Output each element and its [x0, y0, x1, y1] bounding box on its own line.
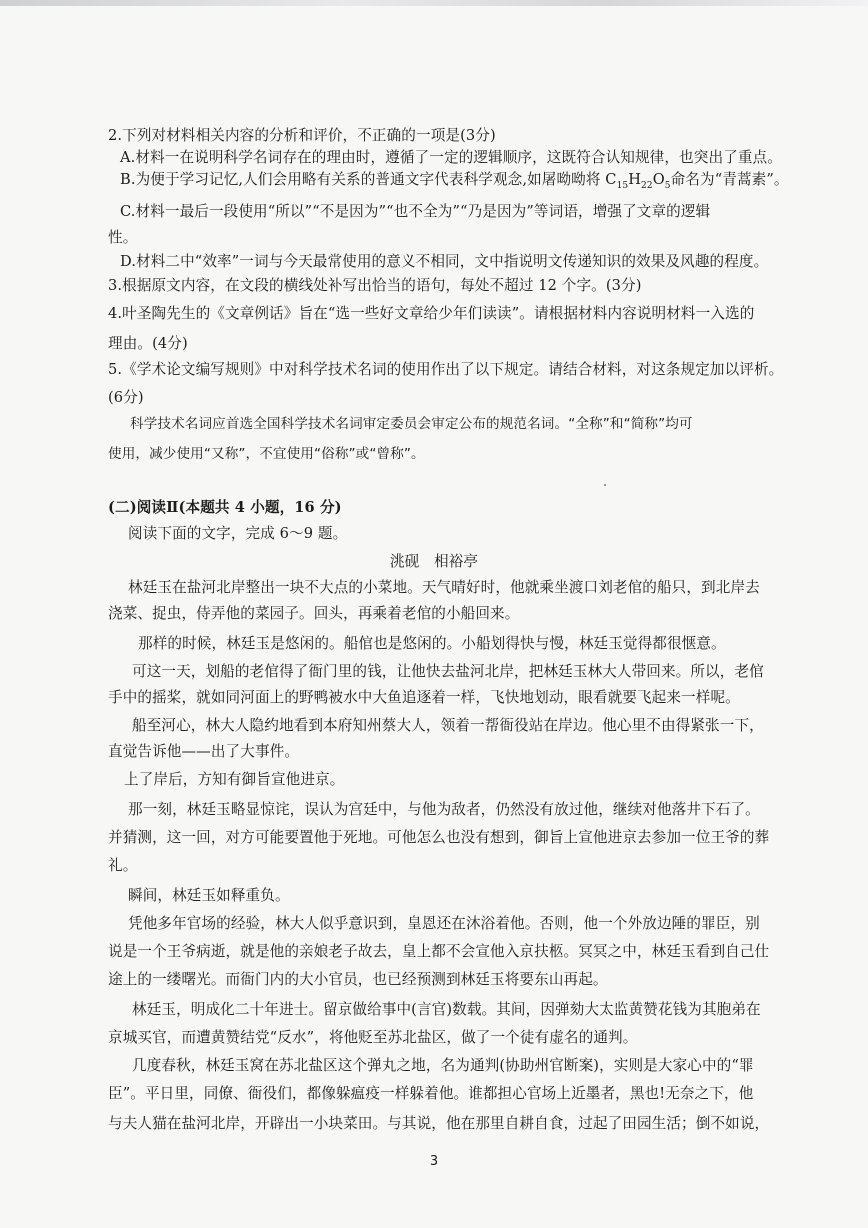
story-p10-line3: 与夫人猫在盐河北岸，开辟出一小块菜田。与其说，他在那里自耕自食，过起了田园生活；倒不如说，: [108, 1115, 770, 1132]
question-2-stem: 2.下列对材料相关内容的分析和评价，不正确的一项是(3分): [108, 127, 496, 144]
story-p10-line2: 臣”。平日里，同僚、衙役们，都像躲瘟疫一样躲着他。谁都担心官场上近墨者，黑也!无奈之下，他: [108, 1085, 754, 1102]
question-2-option-b: B.为便于学习记忆,人们会用略有关系的普通文字代表科学观念,如屠呦呦将 $C_{15}H_{22}O_5$命名为“青蒿素”。: [120, 171, 789, 191]
question-5-line1: 5.《学术论文编写规则》中对科学技术名词的使用作出了以下规定。请结合材料，对这条规定加以评析。: [108, 361, 784, 378]
story-p9-line1: 林廷玉，明成化二十年进士。留京做给事中(言官)数载。其间，因弹劾大太监黄赞花钱为其胞弟在: [132, 1001, 761, 1018]
question-4-line1: 4.叶圣陶先生的《文章例话》旨在“选一些好文章给少年们读读”。请根据材料内容说明材料一入选的: [108, 305, 755, 322]
page-number: 3: [429, 1154, 439, 1169]
story-p6-line3: 礼。: [108, 857, 138, 874]
story-p4-line1: 船至河心，林大人隐约地看到本府知州蔡大人，领着一帮衙役站在岸边。他心里不由得紧张一下，: [132, 717, 764, 734]
question-3: 3.根据原文内容，在文段的横线处补写出恰当的语句，每处不超过 12 个字。(3分): [108, 277, 642, 294]
story-p5: 上了岸后，方知有御旨宣他进京。: [124, 771, 345, 788]
story-p6-line1: 那一刻，林廷玉略显惊诧，误认为宫廷中，与他为敌者，仍然没有放过他，继续对他落井下石了。: [128, 801, 760, 818]
question-2-option-a: A.材料一在说明科学名词存在的理由时，遵循了一定的逻辑顺序，这既符合认知规律，也突出了重点。: [120, 149, 782, 166]
story-p2: 那样的时候，林廷玉是悠闲的。船倌也是悠闲的。小船划得快与慢，林廷玉觉得都很惬意。: [138, 635, 726, 652]
scan-speck: [604, 484, 606, 486]
question-5-line2: (6分): [108, 389, 144, 406]
story-p4-line2: 直觉告诉他——出了大事件。: [108, 743, 300, 760]
story-p1-line1: 林廷玉在盐河北岸整出一块不大点的小菜地。天气晴好时，他就乘坐渡口刘老倌的船只，到北岸去: [128, 579, 760, 596]
question-2-option-c-line2: 性。: [108, 229, 138, 246]
story-p3-line1: 可这一天，划船的老倌得了衙门里的钱，让他快去盐河北岸，把林廷玉林大人带回来。所以，老倌: [132, 663, 764, 680]
story-p6-line2: 并猜测，这一回，对方可能要置他于死地。可他怎么也没有想到，御旨上宣他进京去参加一位王爷的葬: [108, 829, 770, 846]
story-p8-line3: 途上的一缕曙光。而衙门内的大小官员，也已经预测到林廷玉将要东山再起。: [108, 971, 608, 988]
question-4-line2: 理由。(4分): [108, 335, 188, 352]
story-p8-line2: 说是一个王爷病逝，就是他的亲娘老子故去，皇上都不会宣他入京扶柩。冥冥之中，林廷玉看到自己仕: [108, 943, 770, 960]
section-2-instruction: 阅读下面的文字，完成 6～9 题。: [128, 525, 348, 542]
story-p3-line2: 手中的摇桨，就如同河面上的野鸭被水中大鱼追逐着一样，飞快地划动，眼看就要飞起来一样呢。: [108, 689, 740, 706]
question-2-option-d: D.材料二中“效率”一词与今天最常使用的意义不相同，文中指说明文传递知识的效果及风趣的程度。: [120, 253, 769, 270]
question-5-quote-line1: 科学技术名词应首选全国科学技术名词审定委员会审定公布的规范名词。“全称”和“简称”均可: [130, 416, 693, 432]
section-2-heading: (二)阅读Ⅱ(本题共 4 小题，16 分): [108, 499, 342, 516]
story-p9-line2: 京城买官，而遭黄赞结党“反水”，将他贬至苏北盐区，做了一个徒有虚名的通判。: [108, 1029, 638, 1046]
story-p8-line1: 凭他多年官场的经验，林大人似乎意识到，皇恩还在沐浴着他。否则，他一个外放边陲的罪臣，别: [128, 915, 760, 932]
question-2-option-c-line1: C.材料一最后一段使用“所以”“不是因为”“也不全为”“乃是因为”等词语，增强了文章的逻辑: [120, 203, 711, 220]
question-5-quote-line2: 使用，减少使用“又称”，不宜使用“俗称”或“曾称”。: [108, 446, 425, 462]
story-p1-line2: 浇菜、捉虫，侍弄他的菜园子。回头，再乘着老倌的小船回来。: [108, 605, 520, 622]
story-title: 洮砚 相裕亭: [389, 553, 479, 570]
story-p7: 瞬间，林廷玉如释重负。: [128, 887, 290, 904]
story-p10-line1: 几度春秋，林廷玉窝在苏北盐区这个弹丸之地，名为通判(协助州官断案)，实则是大家心中的“罪: [132, 1057, 754, 1074]
